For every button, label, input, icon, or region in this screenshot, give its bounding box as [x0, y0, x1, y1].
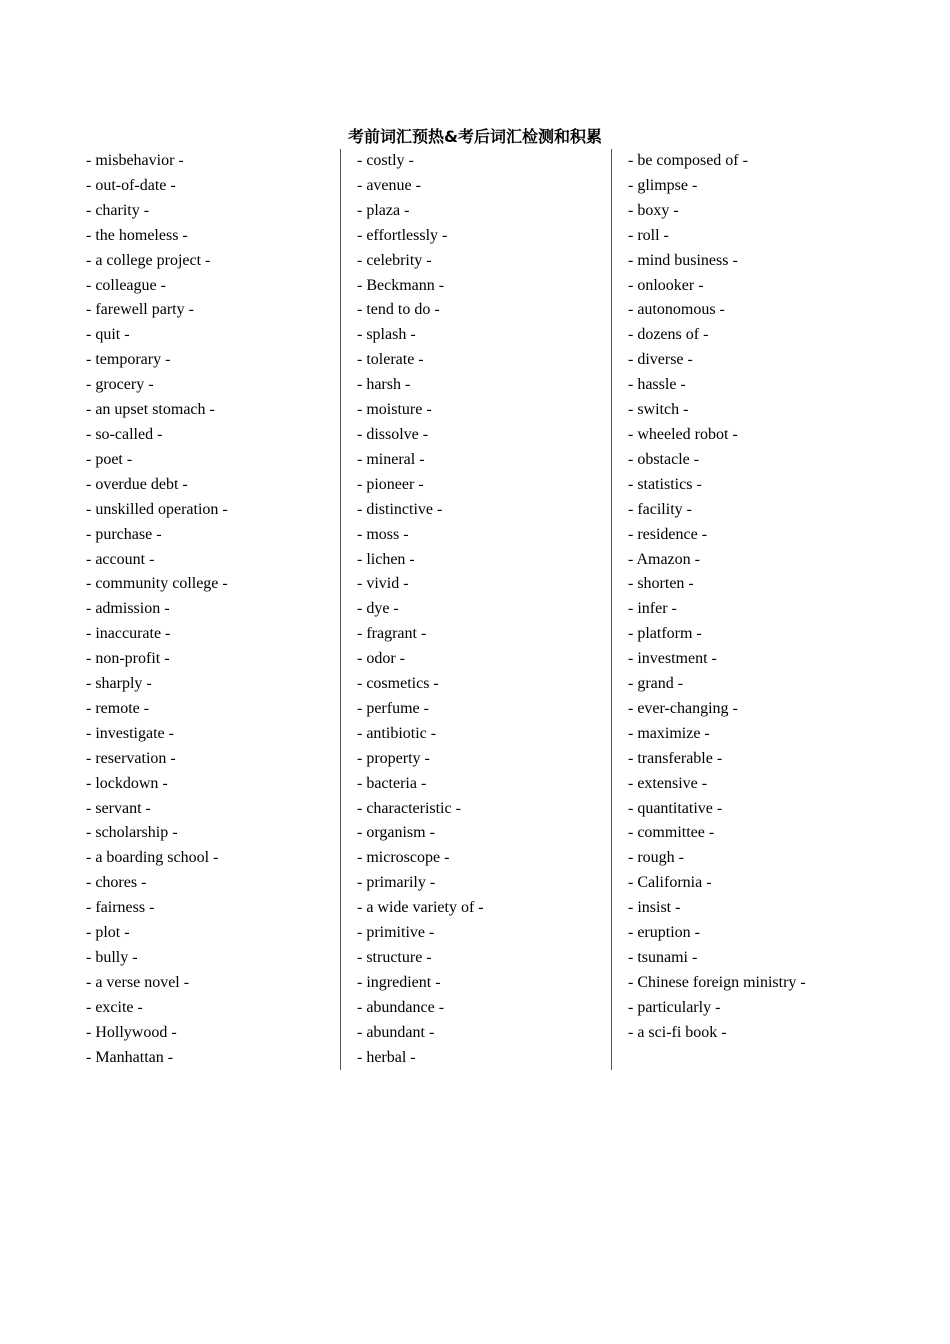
- vocabulary-item: - lockdown -: [86, 774, 168, 792]
- vocabulary-item: - roll -: [628, 226, 669, 244]
- vocabulary-item: - community college -: [86, 575, 228, 593]
- vocabulary-item: - dissolve -: [357, 425, 429, 443]
- vocabulary-item: - a boarding school -: [86, 849, 219, 867]
- vocabulary-item: - Chinese foreign ministry -: [628, 973, 806, 991]
- vocabulary-item: - rough -: [628, 849, 684, 867]
- vocabulary-item: - insist -: [628, 899, 681, 917]
- vocabulary-item: - Beckmann -: [357, 276, 445, 294]
- vocabulary-item: - moisture -: [357, 401, 432, 419]
- vocabulary-item: - dozens of -: [628, 326, 709, 344]
- vocabulary-item: - sharply -: [86, 675, 152, 693]
- vocabulary-item: - the homeless -: [86, 226, 188, 244]
- vocabulary-item: - temporary -: [86, 351, 171, 369]
- vocabulary-item: - a wide variety of -: [357, 899, 484, 917]
- vocabulary-item: - organism -: [357, 824, 435, 842]
- vocabulary-item: - primarily -: [357, 874, 436, 892]
- vocabulary-item: - Manhattan -: [86, 1048, 174, 1066]
- vocabulary-item: - infer -: [628, 600, 677, 618]
- vocabulary-item: - characteristic -: [357, 799, 461, 817]
- vocabulary-item: - a college project -: [86, 251, 211, 269]
- vocabulary-item: - remote -: [86, 699, 150, 717]
- vocabulary-item: - statistics -: [628, 475, 702, 493]
- vocabulary-item: - a verse novel -: [86, 973, 190, 991]
- vocabulary-item: - farewell party -: [86, 301, 194, 319]
- vocabulary-item: - grocery -: [86, 376, 154, 394]
- vocabulary-item: - inaccurate -: [86, 625, 171, 643]
- vocabulary-item: - mind business -: [628, 251, 738, 269]
- vocabulary-column-1: [70, 149, 340, 1070]
- vocabulary-item: - be composed of -: [628, 152, 748, 169]
- vocabulary-item: - vivid -: [357, 575, 409, 593]
- vocabulary-item: - investment -: [628, 650, 717, 668]
- vocabulary-item: - distinctive -: [357, 500, 443, 518]
- vocabulary-item: - excite -: [86, 998, 143, 1016]
- vocabulary-item: - particularly -: [628, 998, 721, 1016]
- vocabulary-item: - microscope -: [357, 849, 450, 867]
- vocabulary-item: - so-called -: [86, 425, 163, 443]
- vocabulary-item: - switch -: [628, 401, 689, 419]
- vocabulary-item: - quantitative -: [628, 799, 723, 817]
- vocabulary-item: - servant -: [86, 799, 151, 817]
- vocabulary-item: - bully -: [86, 949, 138, 966]
- page-title: 考前词汇预热&考后词汇检测和积累: [348, 127, 602, 146]
- vocabulary-item: - avenue -: [357, 176, 421, 194]
- vocabulary-item: - obstacle -: [628, 450, 700, 468]
- vocabulary-item: - cosmetics -: [357, 675, 439, 693]
- vocabulary-item: - antibiotic -: [357, 724, 437, 742]
- vocabulary-item: - tolerate -: [357, 351, 424, 369]
- vocabulary-item: - overdue debt -: [86, 475, 188, 493]
- vocabulary-item: - abundant -: [357, 1023, 435, 1041]
- vocabulary-item: - Hollywood -: [86, 1023, 177, 1041]
- word-list: [628, 149, 882, 1046]
- vocabulary-item: - ingredient -: [357, 973, 441, 991]
- vocabulary-item: - misbehavior -: [86, 152, 184, 169]
- vocabulary-item: - autonomous -: [628, 301, 725, 319]
- vocabulary-item: - fragrant -: [357, 625, 427, 643]
- vocabulary-item: - California -: [628, 874, 712, 892]
- vocabulary-item: - primitive -: [357, 924, 435, 942]
- vocabulary-item: - abundance -: [357, 998, 445, 1016]
- vocabulary-item: - pioneer -: [357, 475, 424, 493]
- vocabulary-item: - effortlessly -: [357, 226, 448, 244]
- vocabulary-item: - mineral -: [357, 450, 425, 468]
- vocabulary-item: - scholarship -: [86, 824, 178, 842]
- vocabulary-item: - platform -: [628, 625, 702, 643]
- vocabulary-item: - fairness -: [86, 899, 155, 917]
- vocabulary-item: - tsunami -: [628, 949, 698, 966]
- vocabulary-item: - costly -: [357, 152, 414, 169]
- vocabulary-item: - perfume -: [357, 699, 429, 717]
- vocabulary-item: - poet -: [86, 450, 133, 468]
- vocabulary-item: - residence -: [628, 525, 708, 543]
- vocabulary-item: - a sci-fi book -: [628, 1023, 727, 1041]
- vocabulary-item: - purchase -: [86, 525, 162, 543]
- vocabulary-item: - ever-changing -: [628, 699, 738, 717]
- vocabulary-item: - reservation -: [86, 749, 176, 767]
- vocabulary-item: - non-profit -: [86, 650, 170, 668]
- vocabulary-item: - shorten -: [628, 575, 694, 593]
- vocabulary-item: - plot -: [86, 924, 130, 942]
- vocabulary-item: - maximize -: [628, 724, 710, 742]
- vocabulary-item: - structure -: [357, 949, 432, 966]
- vocabulary-column-3: [611, 149, 882, 1070]
- vocabulary-item: - an upset stomach -: [86, 401, 215, 419]
- vocabulary-item: - unskilled operation -: [86, 500, 228, 518]
- vocabulary-item: - onlooker -: [628, 276, 704, 294]
- vocabulary-item: - splash -: [357, 326, 416, 344]
- word-list: [86, 149, 340, 1071]
- vocabulary-item: - Amazon -: [628, 550, 700, 568]
- vocabulary-item: - plaza -: [357, 201, 410, 219]
- vocabulary-item: - harsh -: [357, 376, 411, 394]
- vocabulary-item: - glimpse -: [628, 176, 698, 194]
- vocabulary-item: - bacteria -: [357, 774, 427, 792]
- vocabulary-item: - quit -: [86, 326, 130, 344]
- vocabulary-item: - extensive -: [628, 774, 708, 792]
- vocabulary-item: - out-of-date -: [86, 176, 176, 194]
- vocabulary-item: - grand -: [628, 675, 684, 693]
- vocabulary-item: - colleague -: [86, 276, 166, 294]
- vocabulary-item: - property -: [357, 749, 430, 767]
- word-list: [357, 149, 611, 1071]
- vocabulary-item: - diverse -: [628, 351, 693, 369]
- vocabulary-item: - celebrity -: [357, 251, 432, 269]
- vocabulary-column-2: [340, 149, 611, 1070]
- vocabulary-item: - transferable -: [628, 749, 723, 767]
- vocabulary-item: - dye -: [357, 600, 399, 618]
- vocabulary-item: - lichen -: [357, 550, 415, 568]
- vocabulary-item: - admission -: [86, 600, 170, 618]
- vocabulary-item: - chores -: [86, 874, 147, 892]
- vocabulary-item: - herbal -: [357, 1048, 416, 1066]
- vocabulary-item: - facility -: [628, 500, 692, 518]
- vocabulary-item: - moss -: [357, 525, 409, 543]
- vocabulary-item: - committee -: [628, 824, 715, 842]
- vocabulary-item: - account -: [86, 550, 155, 568]
- vocabulary-item: - wheeled robot -: [628, 425, 738, 443]
- vocabulary-item: - charity -: [86, 201, 150, 219]
- vocabulary-item: - investigate -: [86, 724, 174, 742]
- vocabulary-item: - odor -: [357, 650, 405, 668]
- vocabulary-item: - tend to do -: [357, 301, 440, 319]
- vocabulary-columns: [70, 149, 882, 1070]
- vocabulary-item: - hassle -: [628, 376, 686, 394]
- vocabulary-item: - eruption -: [628, 924, 700, 942]
- vocabulary-item: - boxy -: [628, 201, 679, 219]
